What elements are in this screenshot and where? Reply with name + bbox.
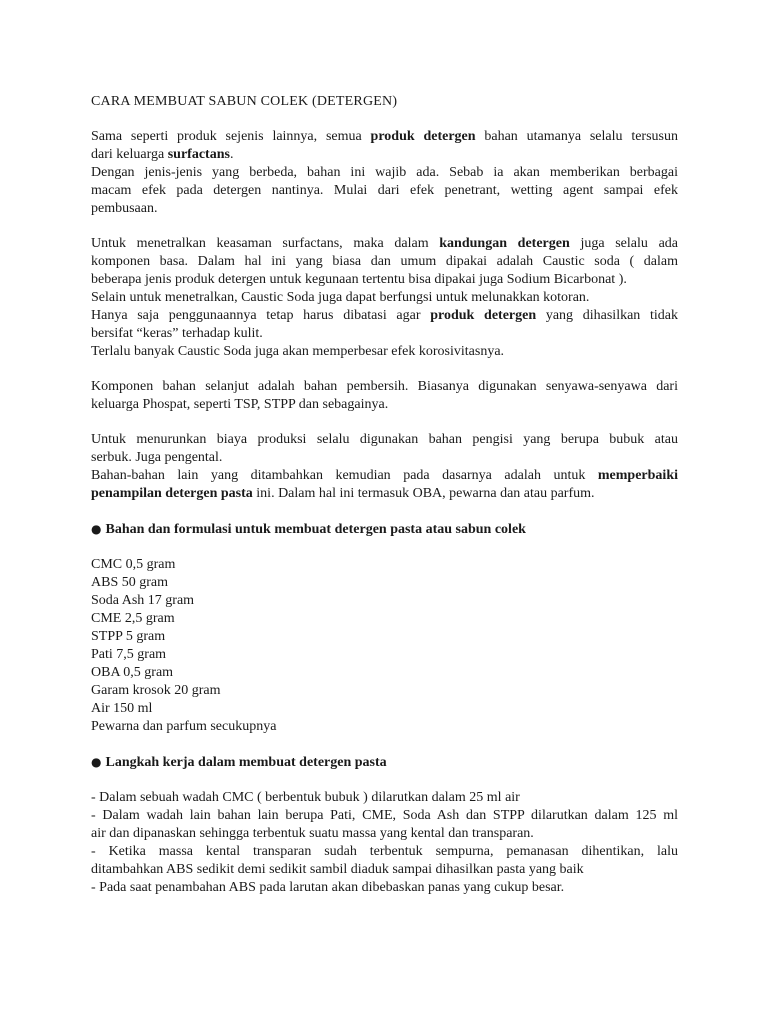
text-run: bahan utamanya selalu tersusun [475,129,678,144]
text-run: yang dihasilkan tidak [536,308,678,323]
list-item: OBA 0,5 gram [91,665,174,680]
text-line: Selain untuk menetralkan, Caustic Soda juga dapat berfungsi untuk melunakkan kotoran. [91,290,590,305]
paragraph-bahan-pengisi [91,431,678,503]
text-line [91,128,678,146]
text-line [91,307,678,325]
section-heading-bahan [91,520,678,539]
text-line: pembusaan. [91,201,158,216]
text-line: Terlalu banyak Caustic Soda juga akan memperbesar efek korosivitasnya. [91,344,505,359]
step-line: air dan dipanaskan sehingga terbentuk suatu massa yang kental dan transparan. [91,826,534,841]
text-line [91,235,678,253]
paragraph-bahan-pembersih [91,378,678,414]
text-run: Untuk menetralkan keasaman surfactans, maka dalam [91,236,440,251]
text-run: Sama seperti produk sejenis lainnya, semua [91,129,371,144]
bold-term: memperbaiki [597,468,678,483]
bullet-icon: ● [91,522,102,536]
list-item: ABS 50 gram [91,575,168,590]
text-line: Komponen bahan selanjut adalah bahan pembersih. Biasanya digunakan senyawa-senyawa dari [91,379,678,394]
list-item: STPP 5 gram [91,629,166,644]
bold-term: produk detergen [370,129,476,144]
text-line: serbuk. Juga pengental. [91,450,223,465]
bold-term: produk detergen [430,308,537,323]
list-item: CME 2,5 gram [91,611,175,626]
list-item: CMC 0,5 gram [91,557,176,572]
list-item: Garam krosok 20 gram [91,683,221,698]
bold-term: penampilan detergen pasta [91,486,253,501]
section-heading-text: Langkah kerja dalam membuat detergen pasta [105,755,387,770]
text-run: dari keluarga [91,147,168,162]
step-line: - Ketika massa kental transparan sudah terbentuk sempurna, pemanasan dihentikan, lalu [91,844,678,859]
text-run: ini. Dalam hal ini termasuk OBA, pewarna dan atau parfum. [252,486,595,501]
text-line: keluarga Phospat, seperti TSP, STPP dan sebagainya. [91,397,389,412]
text-run: . [229,147,234,162]
text-line: beberapa jenis produk detergen untuk kegunaan tertentu bisa dipakai juga Sodium Bicarbonat ). [91,272,627,287]
ingredient-list [91,556,678,736]
paragraph-komponen-basa [91,235,678,361]
step-line: - Dalam wadah lain bahan lain berupa Pati, CME, Soda Ash dan STPP dilarutkan dalam 125 ml [91,808,678,823]
text-line: Dengan jenis-jenis yang berbeda, bahan ini wajib ada. Sebab ia akan memberikan berbagai [91,165,678,180]
text-line [91,146,678,164]
text-run: Hanya saja penggunaannya tetap harus dibatasi agar [91,308,431,323]
step-line: - Dalam sebuah wadah CMC ( berbentuk bubuk ) dilarutkan dalam 25 ml air [91,790,520,805]
section-heading-langkah [91,753,678,772]
text-line: bersifat “keras” terhadap kulit. [91,326,263,341]
text-run: Bahan-bahan lain yang ditambahkan kemudian pada dasarnya adalah untuk [91,468,598,483]
list-item: Air 150 ml [91,701,153,716]
step-line: - Pada saat penambahan ABS pada larutan akan dibebaskan panas yang cukup besar. [91,880,565,895]
section-heading-text: Bahan dan formulasi untuk membuat detergen pasta atau sabun colek [105,522,526,537]
bullet-icon: ● [91,755,102,769]
document-body [91,93,678,914]
step-line: ditambahkan ABS sedikit demi sedikit sambil diaduk sampai dihasilkan pasta yang baik [91,862,584,877]
bold-term: surfactans [167,147,230,162]
text-line: komponen basa. Dalam hal ini yang biasa dan umum dipakai adalah Caustic soda ( dalam [91,254,678,269]
bold-term: kandungan detergen [439,236,570,251]
list-item: Soda Ash 17 gram [91,593,195,608]
text-line: Untuk menurunkan biaya produksi selalu digunakan bahan pengisi yang berupa bubuk atau [91,432,678,447]
text-line: macam efek pada detergen nantinya. Mulai dari efek penetrant, wetting agent sampai efek [91,183,678,198]
paragraph-surfactans [91,128,678,218]
text-line [91,467,678,485]
steps-list [91,789,678,897]
text-line [91,485,678,503]
text-run: juga selalu ada [569,236,679,251]
list-item: Pewarna dan parfum secukupnya [91,719,277,734]
document-title: CARA MEMBUAT SABUN COLEK (DETERGEN) [91,94,398,109]
list-item: Pati 7,5 gram [91,647,167,662]
